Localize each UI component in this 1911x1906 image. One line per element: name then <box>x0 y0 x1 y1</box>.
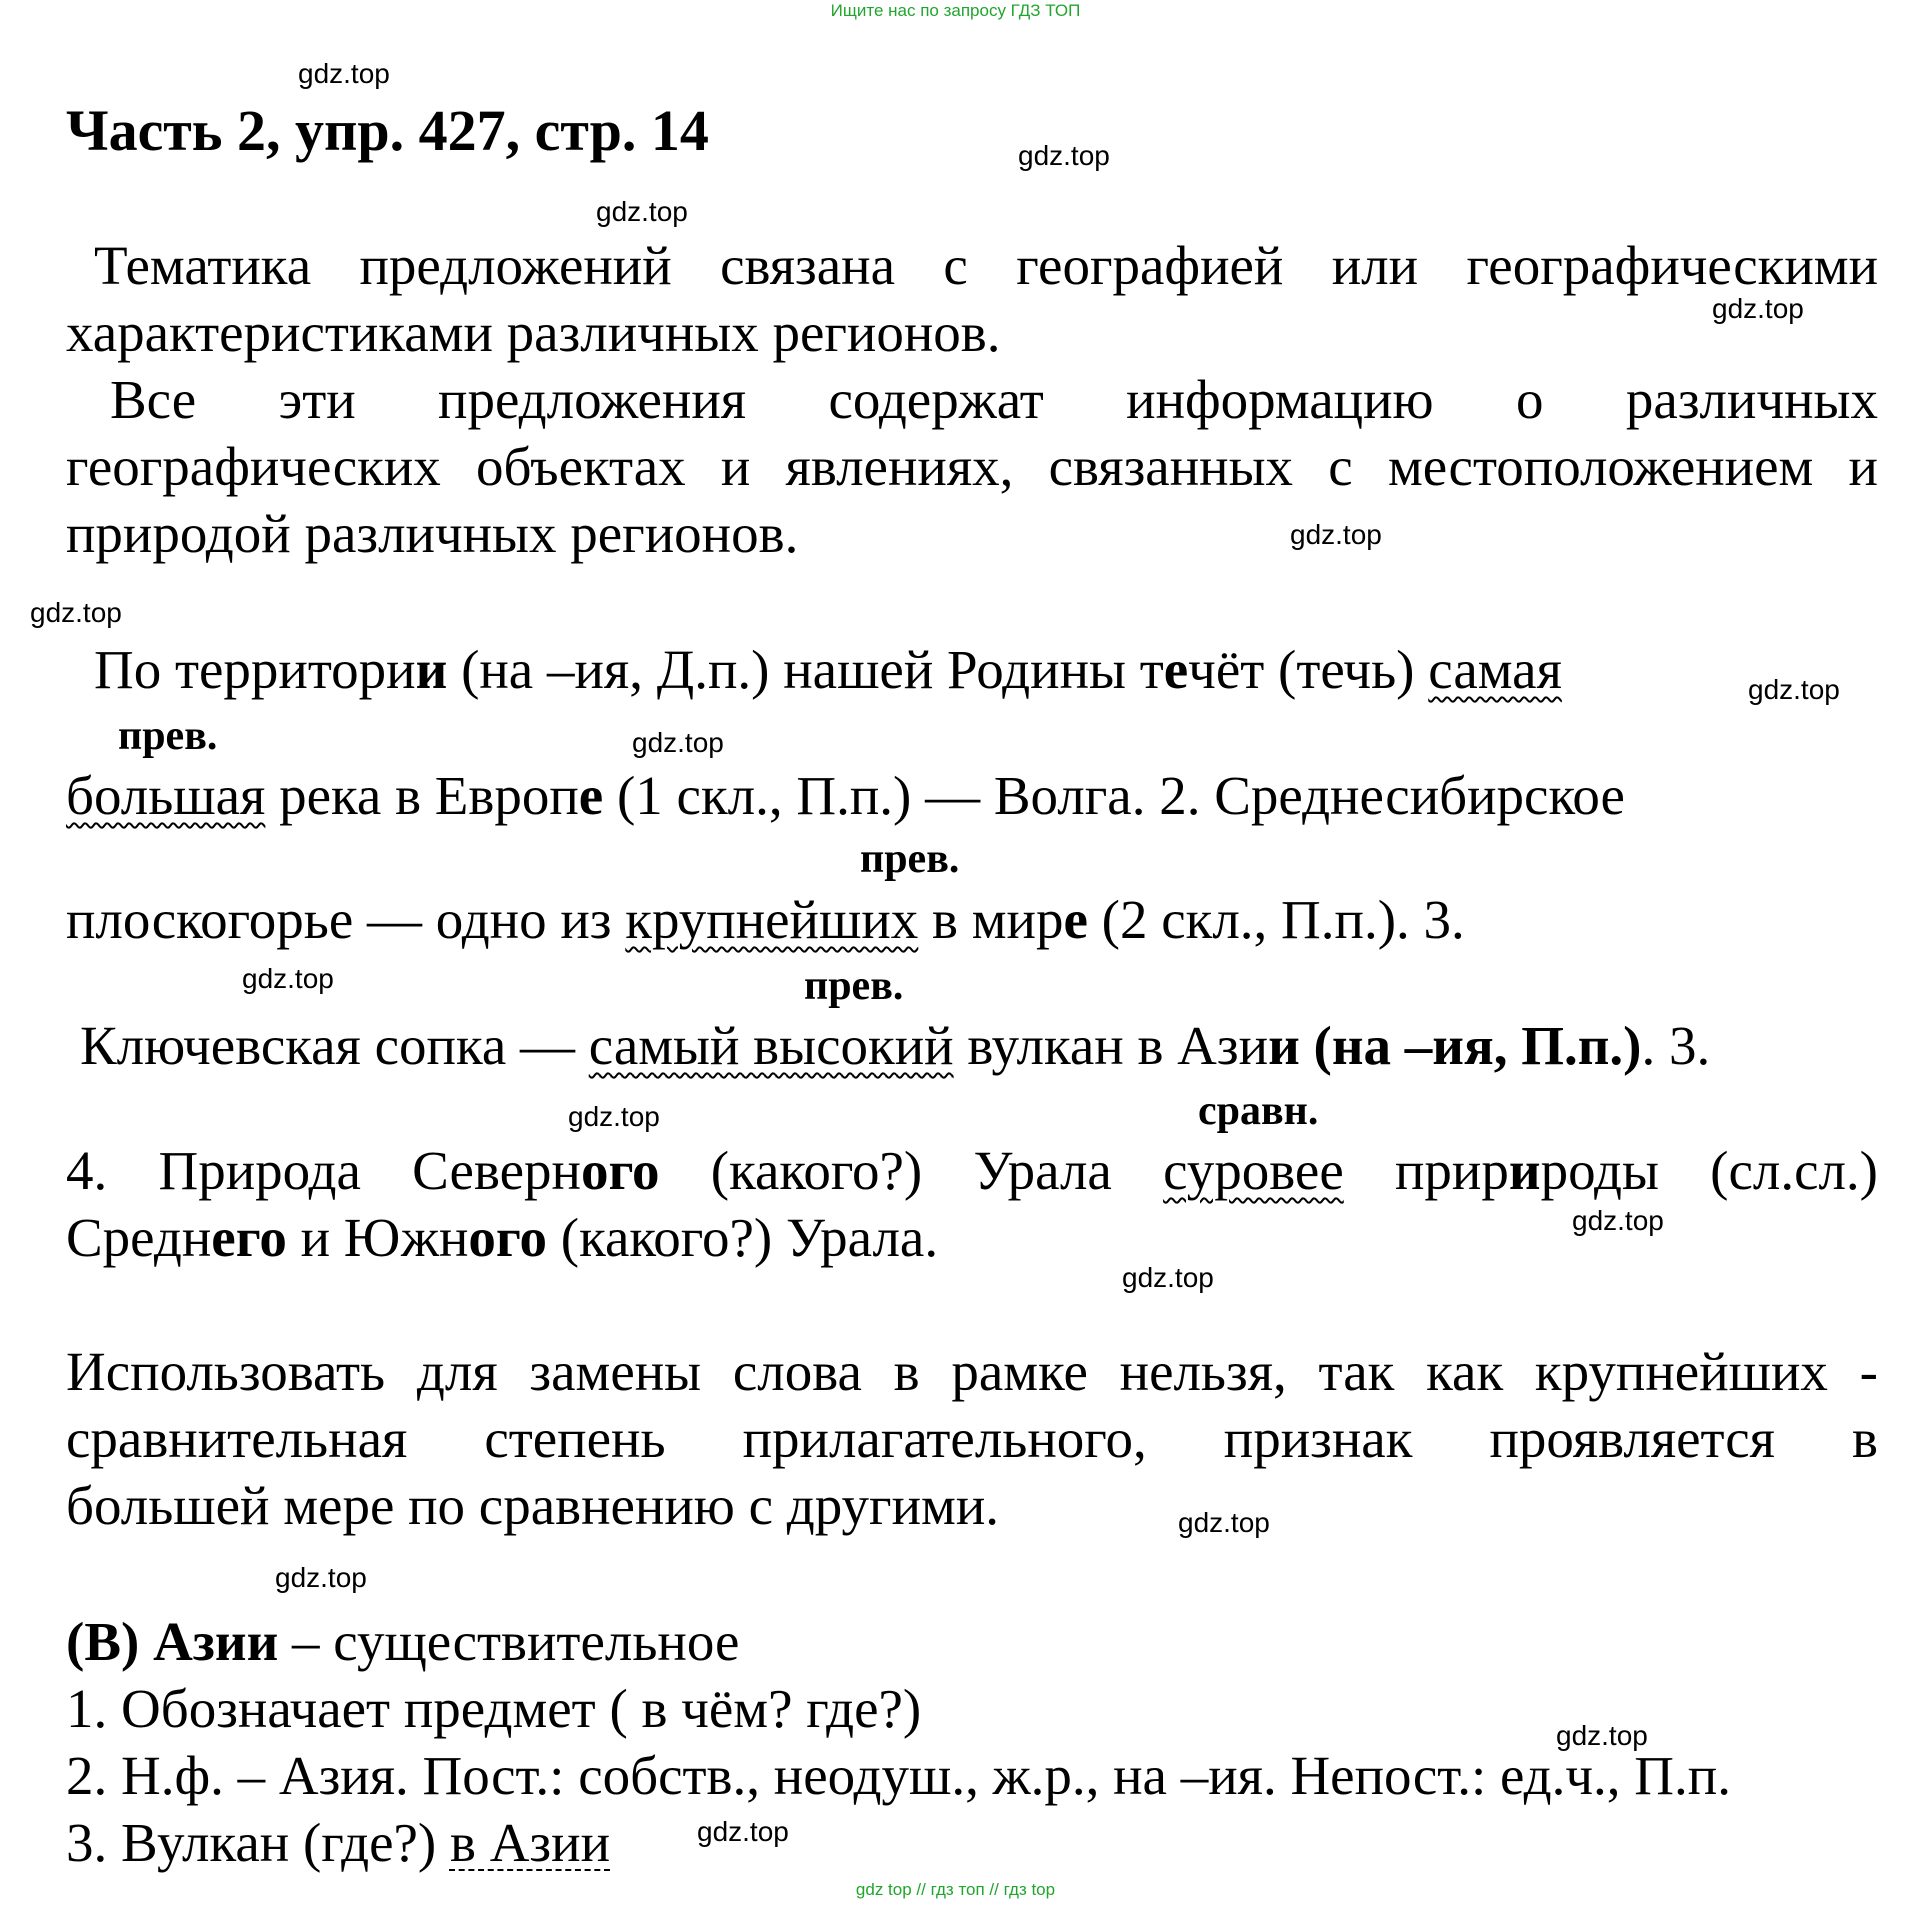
intro-line: Тематика предложений связана с географией или географическими <box>94 235 1878 296</box>
analysis-item: 1. Обозначает предмет ( в чём? где?) <box>66 1678 922 1739</box>
watermark: gdz.top <box>1748 674 1840 705</box>
watermark: gdz.top <box>1572 1205 1664 1236</box>
explanation-line: большей мере по сравнению с другими. <box>66 1475 1000 1536</box>
grammar-label: сравн. <box>1198 1088 1319 1134</box>
sentence-line: 4. Природа Северного (какого?) Урала суровее пририроды (сл.сл.) <box>66 1140 1878 1201</box>
watermark: gdz.top <box>1178 1507 1270 1538</box>
sentence-line: По территории (на –ия, Д.п.) нашей Родины течёт (течь) самая <box>94 639 1562 700</box>
watermark: gdz.top <box>30 597 122 628</box>
intro-line: географических объектах и явлениях, связанных с местоположением и <box>66 436 1878 497</box>
watermark: gdz.top <box>1290 519 1382 550</box>
watermark: gdz.top <box>1556 1720 1648 1751</box>
sentence-line: большая река в Европе (1 скл., П.п.) — Волга. 2. Среднесибирское <box>66 765 1625 826</box>
intro-line: характеристиками различных регионов. <box>66 302 1001 363</box>
watermark: gdz.top <box>632 727 724 758</box>
explanation-line: Использовать для замены слова в рамке нельзя, так как крупнейших - <box>66 1341 1878 1402</box>
watermark: gdz.top <box>298 58 390 89</box>
underlined-phrase: в Азии <box>449 1812 611 1873</box>
watermark: gdz.top <box>568 1101 660 1132</box>
page-title: Часть 2, упр. 427, стр. 14 <box>66 98 709 163</box>
superlative-word: крупнейших <box>625 889 919 950</box>
sentence-line: Ключевская сопка — самый высокий вулкан в Азии (на –ия, П.п.). 3. <box>80 1015 1711 1076</box>
watermark: gdz.top <box>1018 140 1110 171</box>
intro-line: природой различных регионов. <box>66 503 799 564</box>
watermark: gdz.top <box>242 963 334 994</box>
analysis-item: 3. Вулкан (где?) в Азии <box>66 1812 611 1873</box>
watermark: gdz.top <box>596 196 688 227</box>
sentence-line: Среднего и Южного (какого?) Урала. <box>66 1207 939 1268</box>
grammar-label: прев. <box>804 963 904 1009</box>
top-search-link[interactable]: Ищите нас по запросу ГДЗ ТОП <box>830 1 1081 20</box>
grammar-label: прев. <box>118 713 218 759</box>
superlative-word: самая <box>1428 639 1562 700</box>
watermark: gdz.top <box>1122 1262 1214 1293</box>
sentence-line: плоскогорье — одно из крупнейших в мире (2 скл., П.п.). 3. <box>66 889 1465 950</box>
watermark: gdz.top <box>1712 293 1804 324</box>
watermark: gdz.top <box>275 1562 367 1593</box>
superlative-word: большая <box>66 765 266 826</box>
analysis-item: 2. Н.ф. – Азия. Пост.: собств., неодуш., ж.р., на –ия. Непост.: ед.ч., П.п. <box>66 1745 1731 1806</box>
watermark: gdz.top <box>697 1816 789 1847</box>
comparative-word: суровее <box>1163 1140 1344 1201</box>
explanation-line: сравнительная степень прилагательного, признак проявляется в <box>66 1408 1878 1469</box>
intro-line: Все эти предложения содержат информацию о различных <box>110 369 1878 430</box>
footer-links[interactable]: gdz top // гдз топ // гдз top <box>855 1880 1056 1899</box>
superlative-word: самый высокий <box>588 1015 954 1076</box>
grammar-label: прев. <box>860 836 960 882</box>
analysis-heading: (В) Азии – существительное <box>66 1611 740 1672</box>
